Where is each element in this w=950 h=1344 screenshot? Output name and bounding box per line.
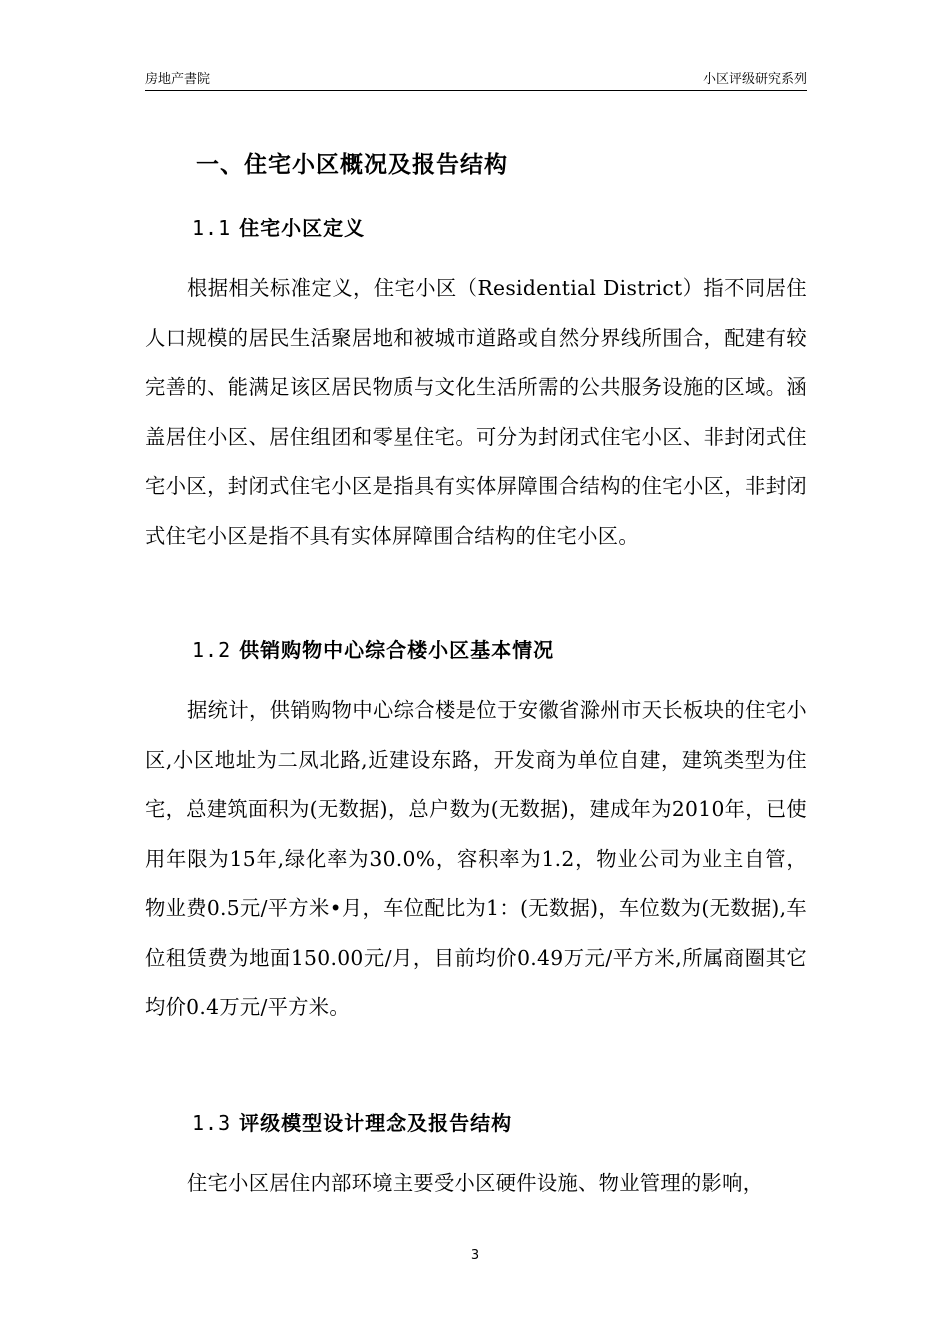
subsection-1-1-heading [192, 212, 365, 241]
subsection-number: 1.2 [192, 638, 232, 662]
subsection-title: 住宅小区定义 [239, 216, 366, 240]
subsection-1-3-heading [192, 1107, 512, 1136]
subsection-number: 1.1 [192, 216, 232, 240]
subsection-title: 供销购物中心综合楼小区基本情况 [239, 638, 555, 662]
subsection-1-2-paragraph: 据统计，供销购物中心综合楼是位于安徽省滁州市天长板块的住宅小区,小区地址为二凤北路,近建设东路，开发商为单位自建，建筑类型为住宅，总建筑面积为(无数据)，总户数为(无数据)，建成年为2010年，已使用年限为15年,绿化率为30.0%，容积率为1.2，物业公司为业主自管，物业费0.5元/平方米•月，车位配比为1：(无数据)，车位数为(无数据),车位租赁费为地面150.00元/月，目前均价0.49万元/平方米,所属商圈其它均价0.4万元/平方米。 [145, 698, 807, 1019]
subsection-1-2-heading [192, 634, 554, 663]
subsection-title: 评级模型设计理念及报告结构 [239, 1111, 513, 1135]
header-publisher: 房地产書院 [145, 72, 211, 87]
page-header [145, 64, 807, 91]
subsection-1-3-paragraph: 住宅小区居住内部环境主要受小区硬件设施、物业管理的影响， [187, 1171, 764, 1195]
page-number: 3 [470, 1248, 480, 1263]
subsection-number: 1.3 [192, 1111, 232, 1135]
header-series: 小区评级研究系列 [702, 72, 807, 87]
subsection-1-1-paragraph: 根据相关标准定义，住宅小区（Residential District）指不同居住人口规模的居民生活聚居地和被城市道路或自然分界线所围合，配建有较完善的、能满足该区居民物质与文化生活所需的公共服务设施的区域。涵盖居住小区、居住组团和零星住宅。可分为封闭式住宅小区、非封闭式住宅小区，封闭式住宅小区是指具有实体屏障围合结构的住宅小区，非封闭式住宅小区是指不具有实体屏障围合结构的住宅小区。 [145, 276, 807, 548]
section-title: 一、住宅小区概况及报告结构 [196, 152, 508, 178]
